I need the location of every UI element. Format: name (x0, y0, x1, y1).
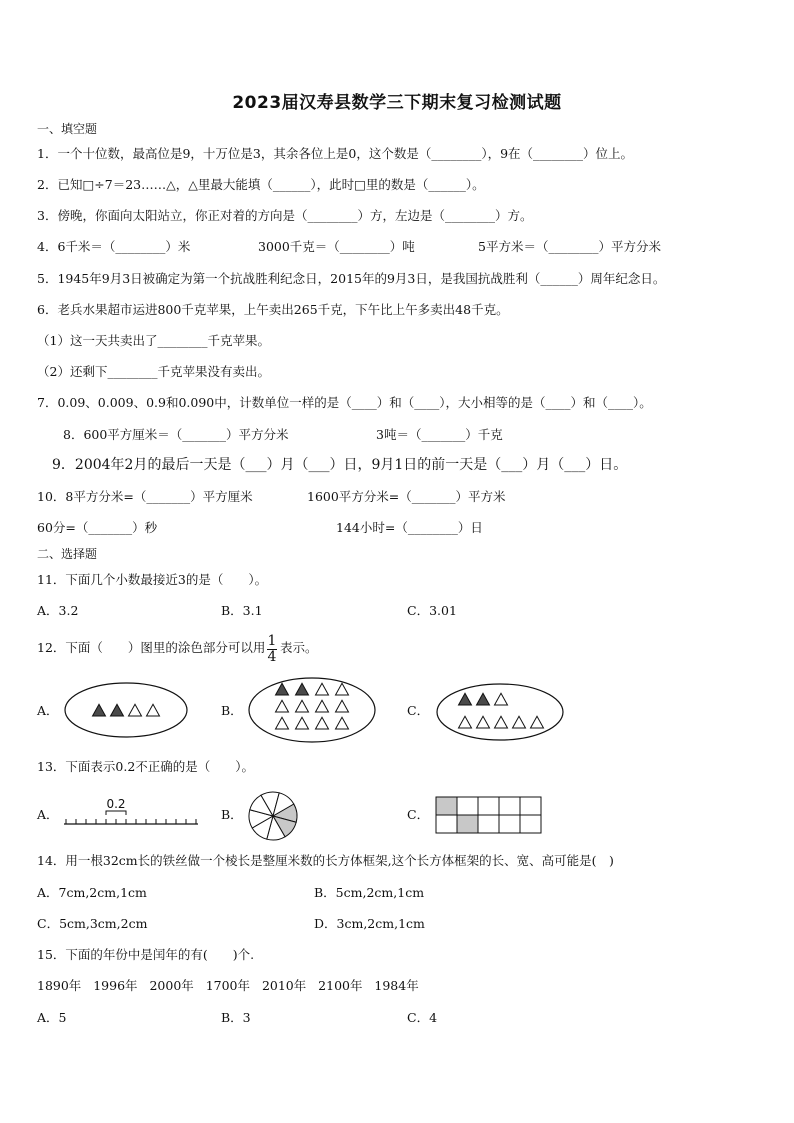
question-13-option-b-label: B． (221, 807, 243, 822)
question-14-option-c: C．5cm,3cm,2cm (37, 916, 148, 931)
grid-cell (457, 797, 478, 815)
empty-triangle (459, 716, 472, 728)
shaded-triangle (93, 704, 106, 716)
fraction-denominator: 4 (267, 649, 277, 665)
empty-triangle (147, 704, 160, 716)
empty-triangle (495, 716, 508, 728)
circle-fraction-figure (246, 789, 300, 843)
empty-triangle (513, 716, 526, 728)
question-12-stem-before: 12．下面（ ）图里的涂色部分可以用 (37, 640, 266, 655)
empty-triangle (336, 683, 349, 695)
grid-fraction-figure (435, 796, 545, 834)
question-13-stem: 13．下面表示0.2不正确的是（ ）。 (37, 759, 255, 774)
empty-triangle (276, 700, 289, 712)
question-2: 2．已知□÷7＝23……△，△里最大能填（______），此时□里的数是（______）。 (37, 177, 485, 192)
year-item: 1996年 (93, 978, 138, 993)
question-14-option-d: D．3cm,2cm,1cm (314, 916, 425, 931)
year-item: 2010年 (261, 978, 307, 993)
empty-triangle (129, 704, 142, 716)
fraction-one-quarter (266, 634, 278, 665)
ruler-brace (106, 811, 126, 815)
question-4-part-c: 5平方米＝（________）平方分米 (478, 239, 661, 254)
question-11-option-b: B．3.1 (221, 603, 263, 618)
question-12-stem-after: 表示。 (280, 640, 318, 655)
question-4-part-a: 4．6千米＝（________）米 (37, 239, 191, 254)
empty-triangle (296, 700, 309, 712)
empty-triangle (477, 716, 490, 728)
question-3: 3．傍晚，你面向太阳站立，你正对着的方向是（________）方，左边是（________）方。 (37, 208, 533, 223)
question-7: 7．0.09、0.009、0.9和0.090中，计数单位一样的是（____）和（____），大小相等的是（____）和（____）。 (37, 395, 652, 410)
empty-triangle (276, 717, 289, 729)
grid-cell (499, 797, 520, 815)
question-6-part-2: （2）还剩下________千克苹果没有卖出。 (37, 364, 270, 379)
question-8-part-b: 3吨＝（_______）千克 (376, 427, 503, 442)
question-10-part-b: 1600平方分米=（_______）平方米 (307, 489, 506, 504)
question-15-stem: 15．下面的年份中是闰年的有( )个. (37, 947, 255, 962)
empty-triangle (336, 717, 349, 729)
question-9: 9．2004年2月的最后一天是（___）月（___）日，9月1日的前一天是（___）月（___）日。 (52, 457, 628, 473)
option-a-triangle-figure (62, 680, 190, 740)
question-6-stem: 6．老兵水果超市运进800千克苹果，上午卖出265千克，下午比上午多卖出48千克。 (37, 302, 509, 317)
question-10-part-c: 60分=（_______）秒 (37, 520, 158, 535)
empty-triangle (316, 683, 329, 695)
section-choice-heading: 二、选择题 (37, 547, 98, 561)
shaded-triangle (459, 693, 472, 705)
question-12-option-a-label: A． (37, 703, 59, 718)
question-10-part-d: 144小时=（________）日 (336, 520, 483, 535)
question-4-part-b: 3000千克＝（________）吨 (258, 239, 415, 254)
question-11-option-a: A．3.2 (37, 603, 79, 618)
shaded-cell (436, 797, 457, 815)
question-14-stem: 14．用一根32cm长的铁丝做一个棱长是整厘米数的长方体框架,这个长方体框架的长、宽、高可能是( ) (37, 853, 614, 868)
year-item: 2100年 (318, 978, 363, 993)
question-5: 5．1945年9月3日被确定为第一个抗战胜利纪念日，2015年的9月3日，是我国抗战胜利（______）周年纪念日。 (37, 271, 666, 286)
question-8-part-a: 8．600平方厘米＝（_______）平方分米 (63, 427, 289, 442)
question-15-option-c: C．4 (407, 1010, 438, 1025)
shaded-triangle (296, 683, 309, 695)
grid-cell (520, 815, 541, 833)
question-15-option-b: B．3 (221, 1010, 251, 1025)
question-11-stem: 11．下面几个小数最接近3的是（ ）。 (37, 572, 268, 587)
year-item: 1890年 (37, 978, 82, 993)
question-12-option-b-label: B． (221, 703, 243, 718)
grid-cell (499, 815, 520, 833)
shaded-triangle (477, 693, 490, 705)
grid-cell (520, 797, 541, 815)
grid-cell (478, 797, 499, 815)
year-item: 1700年 (205, 978, 251, 993)
empty-triangle (316, 717, 329, 729)
empty-triangle (296, 717, 309, 729)
empty-triangle (531, 716, 544, 728)
ruler-figure (62, 796, 200, 830)
ruler-label: 0.2 (106, 797, 126, 811)
shaded-cell (457, 815, 478, 833)
question-12-option-c-label: C． (407, 703, 430, 718)
year-item: 1984年 (374, 978, 419, 993)
option-b-triangle-figure (246, 675, 378, 745)
question-14-option-b: B．5cm,2cm,1cm (314, 885, 425, 900)
question-15-option-a: A．5 (37, 1010, 67, 1025)
empty-triangle (316, 700, 329, 712)
question-6-part-1: （1）这一天共卖出了________千克苹果。 (37, 333, 270, 348)
question-13-option-a-label: A． (37, 807, 59, 822)
option-c-triangle-figure (434, 681, 566, 743)
question-1: 1．一个十位数，最高位是9，十万位是3，其余各位上是0，这个数是（________），9在（________）位上。 (37, 146, 634, 161)
question-13-option-c-label: C． (407, 807, 430, 822)
grid-cell (478, 815, 499, 833)
empty-triangle (495, 693, 508, 705)
empty-triangle (336, 700, 349, 712)
page-title: 2023届汉寿县数学三下期末复习检测试题 (232, 93, 562, 113)
grid-cell (436, 815, 457, 833)
section-fill-heading: 一、填空题 (37, 122, 98, 136)
fraction-numerator: 1 (267, 633, 277, 649)
question-11-option-c: C．3.01 (407, 603, 457, 618)
year-item: 2000年 (149, 978, 194, 993)
shaded-triangle (276, 683, 289, 695)
question-10-part-a: 10．8平方分米=（_______）平方厘米 (37, 489, 253, 504)
shaded-triangle (111, 704, 124, 716)
question-15-years (37, 978, 419, 994)
question-14-option-a: A．7cm,2cm,1cm (37, 885, 147, 900)
